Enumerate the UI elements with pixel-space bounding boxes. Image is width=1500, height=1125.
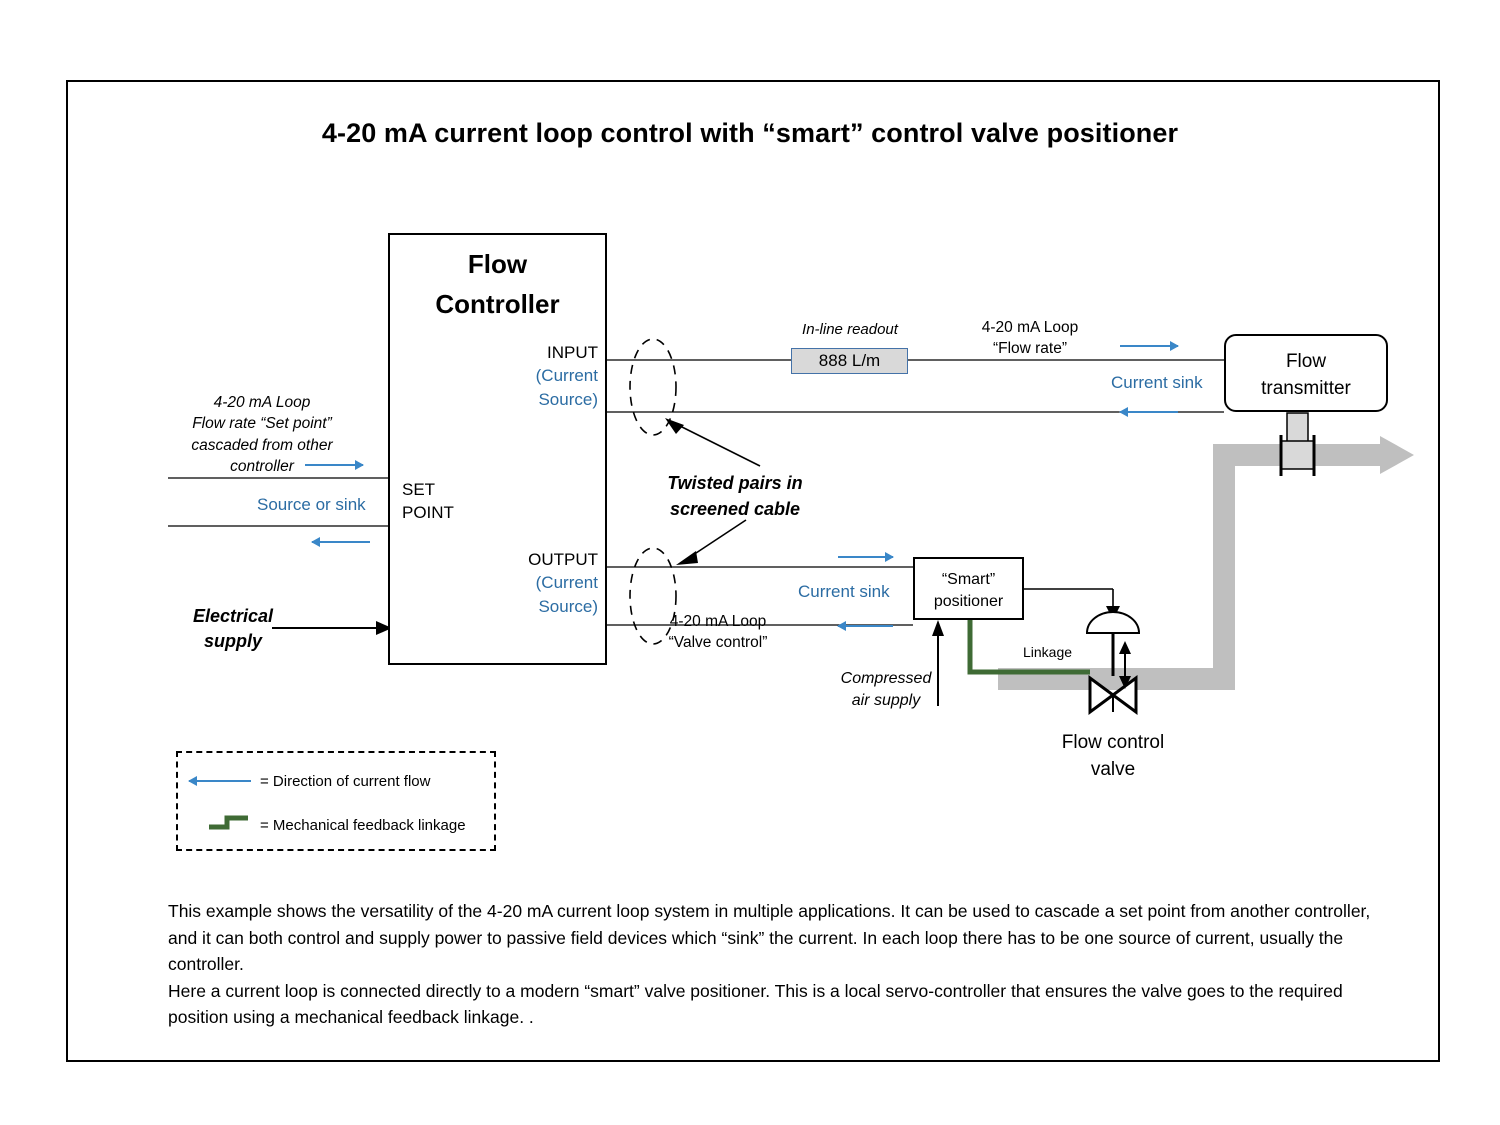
current-arrow-output-top bbox=[838, 556, 893, 558]
positioner-line2: positioner bbox=[933, 592, 1004, 610]
input-sublabel-line1: (Current bbox=[535, 366, 598, 386]
electrical-supply-line1: Electrical bbox=[192, 606, 274, 626]
process-pipe-horizontal-bottom bbox=[998, 668, 1235, 690]
current-arrow-input-top bbox=[1120, 345, 1178, 347]
inline-readout-caption: In-line readout bbox=[802, 321, 898, 338]
output-current-sink-label: Current sink bbox=[798, 582, 890, 601]
input-loop-line2: “Flow rate” bbox=[992, 339, 1068, 357]
flow-transmitter-box bbox=[1224, 334, 1388, 412]
controller-setpoint-label bbox=[402, 478, 522, 525]
controller-input-label bbox=[470, 341, 598, 411]
smart-positioner-box bbox=[913, 557, 1024, 620]
cascade-annotation bbox=[146, 392, 378, 478]
footer-text bbox=[168, 898, 1376, 1031]
output-loop-label bbox=[618, 612, 818, 654]
flow-control-valve-label bbox=[1022, 730, 1204, 783]
cascade-line3: cascaded from other bbox=[191, 436, 333, 454]
current-arrow-setpoint-bottom bbox=[312, 541, 370, 543]
cascade-line2: Flow rate “Set point” bbox=[192, 415, 332, 433]
process-pipe-vertical bbox=[1213, 444, 1235, 690]
air-supply-label bbox=[822, 668, 950, 713]
flow-controller-title bbox=[388, 244, 607, 325]
controller-output-label bbox=[455, 548, 598, 618]
setpoint-line2: POINT bbox=[402, 503, 454, 523]
air-supply-line2: air supply bbox=[851, 692, 921, 710]
positioner-line1: “Smart” bbox=[941, 571, 996, 588]
output-loop-line1: 4-20 mA Loop bbox=[669, 613, 767, 630]
output-loop-line2: “Valve control” bbox=[668, 633, 768, 651]
input-label-text: INPUT bbox=[547, 343, 598, 362]
process-pipe-horizontal-top bbox=[1213, 444, 1380, 466]
current-arrow-output-bottom bbox=[838, 625, 893, 627]
input-sublabel-line2: Source) bbox=[538, 389, 598, 409]
output-sublabel-line2: Source) bbox=[538, 596, 598, 616]
electrical-supply-line2: supply bbox=[203, 630, 262, 651]
legend-current-arrow-icon bbox=[189, 780, 251, 782]
output-label-text: OUTPUT bbox=[528, 550, 598, 569]
setpoint-line1: SET bbox=[402, 480, 436, 499]
input-current-sink-label: Current sink bbox=[1111, 373, 1203, 392]
controller-name-line2: Controller bbox=[435, 289, 560, 320]
cascade-line4: controller bbox=[230, 458, 294, 476]
transmitter-line1: Flow bbox=[1285, 351, 1327, 372]
twisted-pair-note bbox=[640, 470, 830, 522]
cascade-line1: 4-20 mA Loop bbox=[213, 394, 311, 411]
electrical-supply-label bbox=[164, 604, 302, 654]
page-title: 4-20 mA current loop control with “smart” control valve positioner bbox=[321, 118, 1179, 148]
inline-readout-display: 888 L/m bbox=[791, 348, 908, 374]
current-arrow-input-bottom bbox=[1120, 411, 1178, 413]
valve-label-line2: valve bbox=[1090, 758, 1136, 780]
footer-paragraph-1: This example shows the versatility of the 4-20 mA current loop system in multiple applications. It can be used to cascade a set point from another controller, and it can both control and supply power to passive field devices which “sink” the current. In each loop there has to be one source of current, usually the controller. bbox=[168, 901, 1371, 975]
output-sublabel-line1: (Current bbox=[535, 573, 598, 593]
legend-box bbox=[176, 751, 496, 851]
valve-label-line1: Flow control bbox=[1061, 732, 1165, 753]
legend-current-text: = Direction of current flow bbox=[260, 773, 431, 790]
input-loop-line1: 4-20 mA Loop bbox=[981, 319, 1079, 336]
controller-name-line1: Flow bbox=[467, 249, 528, 279]
legend-linkage-text: = Mechanical feedback linkage bbox=[260, 817, 466, 834]
input-loop-label bbox=[935, 318, 1125, 360]
twisted-pair-note-line2: screened cable bbox=[669, 499, 801, 520]
transmitter-line2: transmitter bbox=[1261, 377, 1351, 399]
air-supply-line1: Compressed bbox=[840, 670, 932, 687]
twisted-pair-note-line1: Twisted pairs in bbox=[667, 473, 803, 493]
linkage-label: Linkage bbox=[1023, 644, 1073, 660]
footer-paragraph-2: Here a current loop is connected directly to a modern “smart” valve positioner. This is a local servo-controller that ensures the valve goes to the required position using a mechanical feedback linkage. . bbox=[168, 980, 1343, 1028]
source-or-sink-label: Source or sink bbox=[257, 495, 366, 514]
